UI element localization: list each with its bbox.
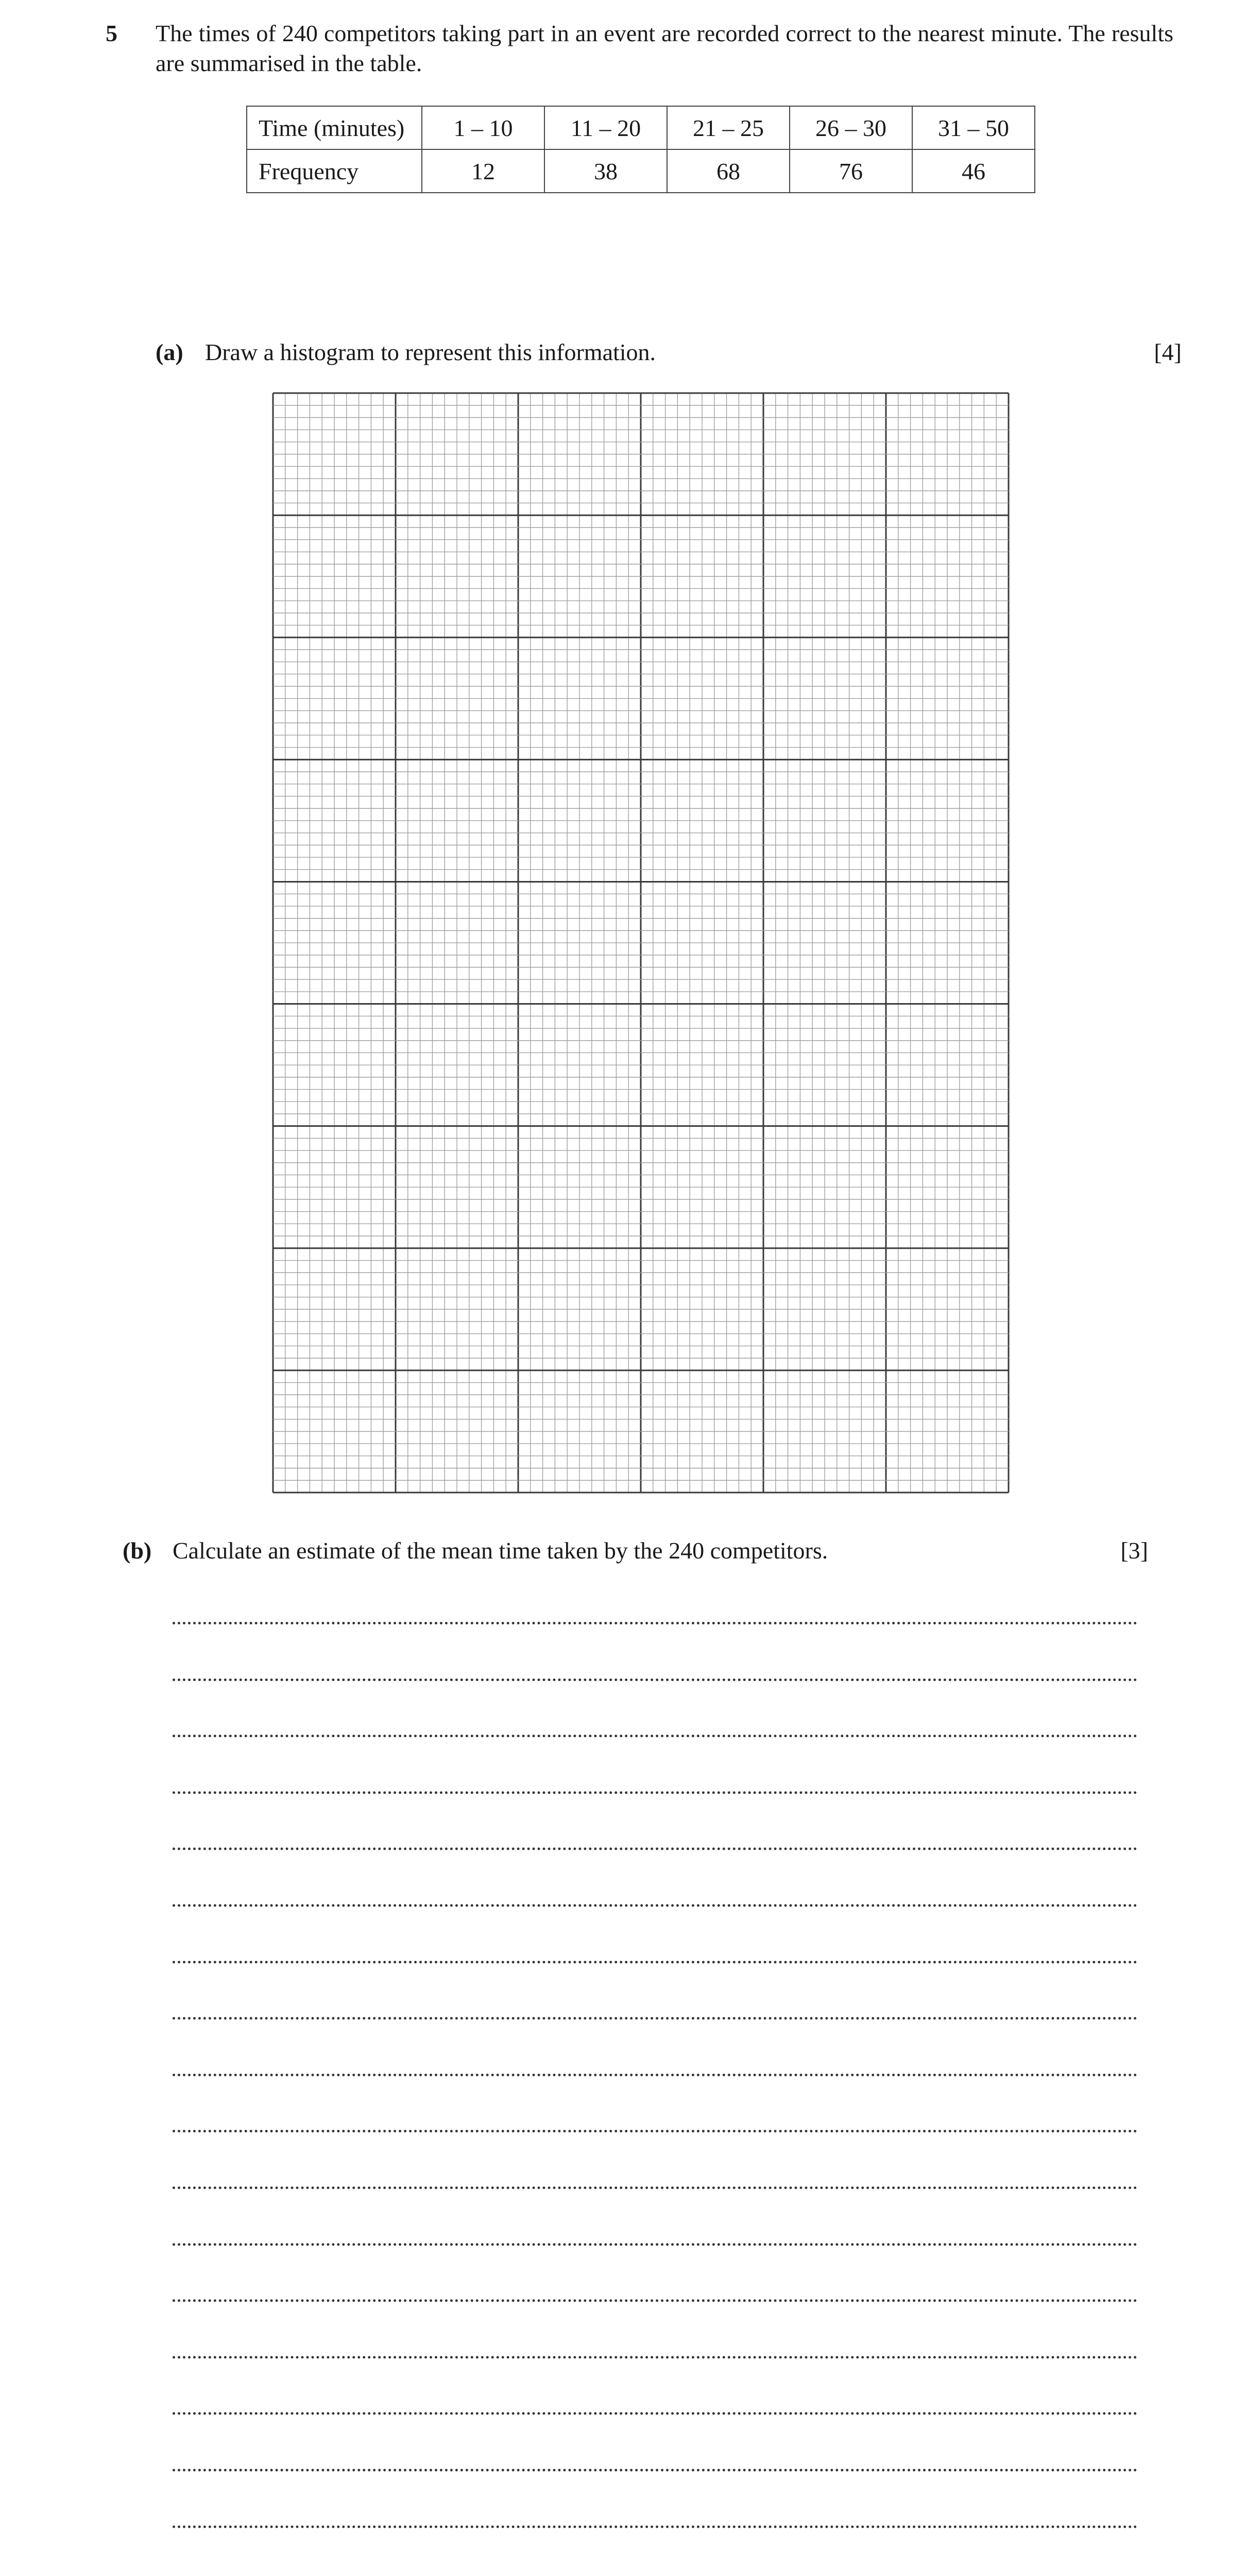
answer-line[interactable] — [173, 2130, 1137, 2132]
answer-line[interactable] — [173, 1848, 1137, 1850]
row-header-time: Time (minutes) — [247, 106, 422, 149]
frequency-cell: 68 — [667, 149, 790, 193]
interval-cell: 26 – 30 — [790, 106, 912, 149]
interval-cell: 11 – 20 — [544, 106, 667, 149]
answer-line[interactable] — [173, 1679, 1137, 1681]
part-b-text: Calculate an estimate of the mean time taken by the 240 competitors. — [173, 1537, 828, 1564]
part-a-label: (a) — [156, 339, 183, 365]
answer-line[interactable] — [173, 2469, 1137, 2471]
answer-line[interactable] — [173, 2299, 1137, 2302]
interval-cell: 1 – 10 — [422, 106, 544, 149]
answer-line[interactable] — [173, 1791, 1137, 1794]
graph-paper-grid[interactable] — [272, 392, 1010, 1494]
interval-cell: 21 – 25 — [667, 106, 790, 149]
part-b-label: (b) — [123, 1537, 152, 1564]
answer-line[interactable] — [173, 2243, 1137, 2246]
answer-line[interactable] — [173, 1904, 1137, 1907]
answer-line[interactable] — [173, 1735, 1137, 1737]
frequency-cell: 46 — [912, 149, 1035, 193]
part-b-marks: [3] — [1120, 1537, 1148, 1564]
answer-line[interactable] — [173, 2526, 1137, 2528]
answer-line[interactable] — [173, 1622, 1137, 1624]
answer-line[interactable] — [173, 2187, 1137, 2189]
table-row-time — [247, 106, 1035, 149]
question-number: 5 — [106, 20, 117, 46]
frequency-cell: 12 — [422, 149, 544, 193]
answer-line[interactable] — [173, 1961, 1137, 1963]
answer-line[interactable] — [173, 2356, 1137, 2359]
part-a-text: Draw a histogram to represent this information. — [205, 339, 656, 365]
answer-line[interactable] — [173, 2017, 1137, 2020]
frequency-table — [246, 106, 1035, 193]
answer-line[interactable] — [173, 2074, 1137, 2076]
row-header-frequency: Frequency — [247, 149, 422, 193]
interval-cell: 31 – 50 — [912, 106, 1035, 149]
table-row-frequency — [247, 149, 1035, 193]
frequency-cell: 38 — [544, 149, 667, 193]
frequency-cell: 76 — [790, 149, 912, 193]
answer-line[interactable] — [173, 2412, 1137, 2415]
question-stem: The times of 240 competitors taking part in an event are recorded correct to the nearest minute. The results are summarised in the table. — [156, 20, 1173, 76]
part-a-marks: [4] — [1154, 339, 1182, 365]
